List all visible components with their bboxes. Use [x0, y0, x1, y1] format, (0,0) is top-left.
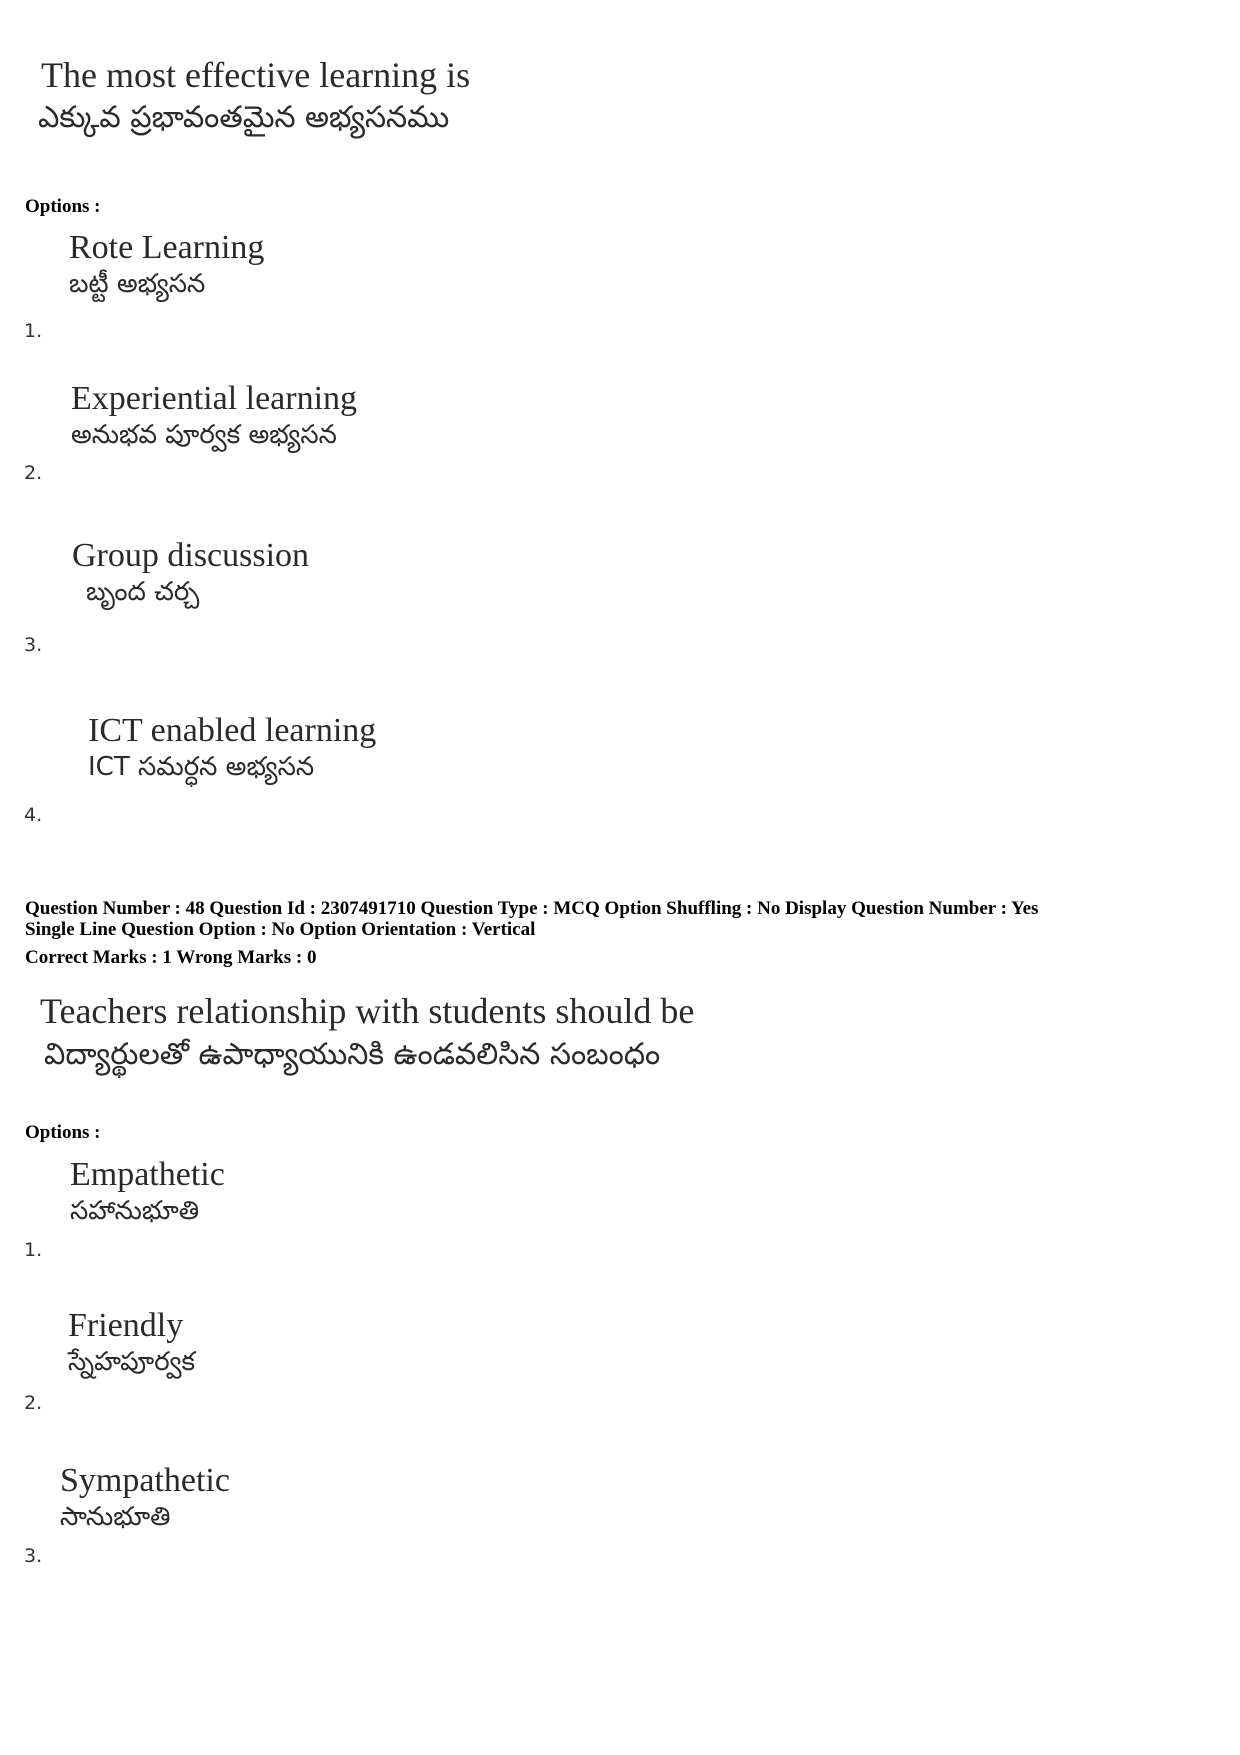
- option-48-1-number: 1.: [24, 1239, 43, 1261]
- option-48-1: [70, 1156, 225, 1232]
- option-2-text-en: Experiential learning: [71, 380, 358, 417]
- question-marks: Correct Marks : 1 Wrong Marks : 0: [25, 947, 317, 968]
- question-meta-line-1: Question Number : 48 Question Id : 2307491710 Question Type : MCQ Option Shuffling : No Display Question Number : Yes: [25, 898, 1039, 919]
- options-label: Options :: [25, 196, 101, 217]
- option-48-3-text-en: Sympathetic: [60, 1462, 230, 1499]
- option-1-text-te: బట్టీ అభ్యసన: [69, 269, 206, 299]
- option-48-2: [68, 1307, 195, 1383]
- option-2-number: 2.: [24, 462, 43, 484]
- option-4-text-te: ICT సమర్ధన అభ్యసన: [88, 752, 315, 782]
- question-48-text-en: Teachers relationship with students should be: [40, 991, 695, 1031]
- option-3-text-en: Group discussion: [72, 537, 310, 574]
- option-4-number: 4.: [24, 804, 43, 826]
- question-meta-line-2: Single Line Question Option : No Option Orientation : Vertical: [25, 919, 536, 940]
- option-3-number: 3.: [24, 634, 43, 656]
- option-1: [69, 229, 264, 305]
- option-2: [71, 380, 357, 456]
- question-48-text-te: విద్యార్థులతో ఉపాధ్యాయునికి ఉండవలిసిన సంబంధం: [44, 1037, 661, 1072]
- option-48-2-text-te: స్నేహపూర్వక: [68, 1347, 196, 1377]
- option-48-1-text-te: సహానుభూతి: [70, 1196, 200, 1226]
- question-text-en: The most effective learning is: [41, 55, 471, 95]
- option-1-number: 1.: [24, 320, 43, 342]
- option-48-2-text-en: Friendly: [68, 1307, 184, 1344]
- question-text-te: ఎక్కువ ప్రభావంతమైన అభ్యసనము: [38, 100, 450, 135]
- option-1-text-en: Rote Learning: [69, 229, 265, 266]
- option-2-text-te: అనుభవ పూర్వక అభ్యసన: [71, 420, 337, 450]
- option-4-text-en: ICT enabled learning: [88, 712, 377, 749]
- option-48-3: [60, 1462, 230, 1538]
- option-48-2-number: 2.: [24, 1392, 43, 1414]
- options-label-48: Options :: [25, 1122, 101, 1143]
- option-3: [72, 537, 309, 613]
- option-4: [88, 712, 376, 788]
- option-48-3-number: 3.: [24, 1545, 43, 1567]
- option-48-1-text-en: Empathetic: [70, 1156, 225, 1193]
- option-48-3-text-te: సానుభూతి: [60, 1502, 171, 1532]
- option-3-text-te: బృంద చర్చ: [86, 577, 200, 607]
